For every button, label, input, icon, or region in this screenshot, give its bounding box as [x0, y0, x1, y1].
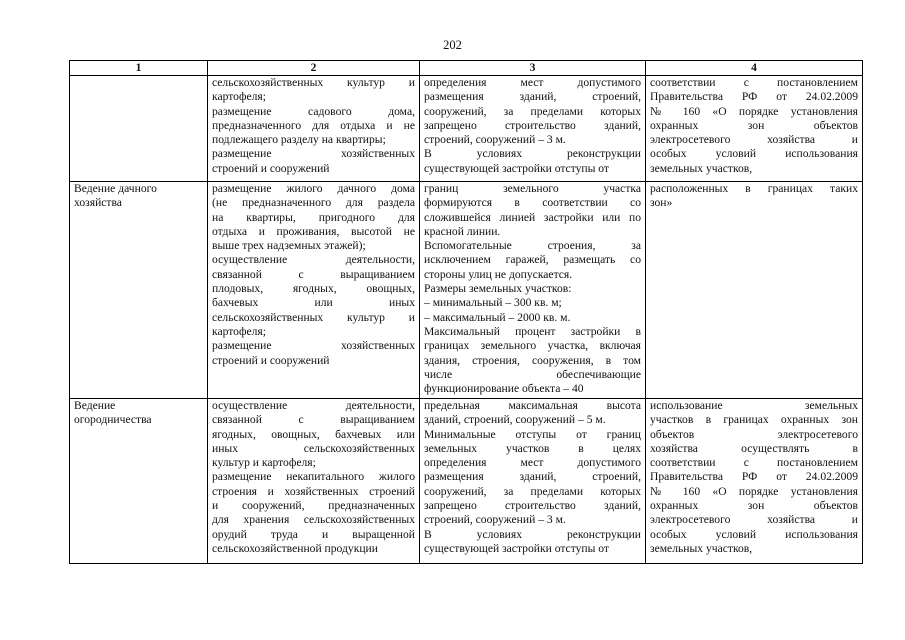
- header-row: [70, 61, 863, 76]
- cell-text-line: границ земельного участка: [424, 182, 641, 195]
- table-row: [70, 76, 863, 182]
- parameters-cell: [420, 76, 646, 182]
- cell-text-line: плодовых, ягодных, овощных,: [212, 282, 415, 296]
- cell-text-line: числе обеспечивающие: [424, 367, 641, 381]
- cell-text-line: электросетевого хозяйства и: [650, 133, 858, 147]
- cell-text-line: бахчевых или иных: [212, 296, 415, 310]
- cell-text-line: для хранения сельскохозяйственных: [212, 513, 415, 527]
- cell-text-line: размещения зданий, строений,: [424, 90, 641, 104]
- permitted-use-cell: [208, 399, 420, 564]
- use-type-cell: [70, 182, 208, 399]
- cell-text-line: № 160 «О порядке установления: [650, 484, 858, 498]
- cell-text-line: предельная максимальная высота: [424, 399, 641, 412]
- cell-text-line: подлежащего разделу на квартиры;: [212, 133, 386, 147]
- cell-text-line: В условиях реконструкции: [424, 147, 641, 161]
- header-col-2: 2: [208, 61, 420, 76]
- cell-text-line: границах земельного участка, включая: [424, 339, 641, 353]
- cell-text-line: сельскохозяйственных культур и: [212, 76, 415, 89]
- cell-text-line: здания, строения, сооружения, в том: [424, 353, 641, 367]
- cell-text-line: стороны улиц не допускается.: [424, 267, 573, 281]
- header-col-1: 1: [70, 61, 208, 76]
- cell-text-line: на квартиры, пригодного для: [212, 210, 415, 224]
- cell-text-line: строений и сооружений: [212, 161, 330, 175]
- cell-text-line: охранных зон объектов: [650, 118, 858, 132]
- cell-text-line: Вспомогательные строения, за: [424, 239, 641, 253]
- cell-text-line: земельных участков,: [650, 541, 753, 555]
- cell-text-line: сложившейся линией застройки или по: [424, 210, 641, 224]
- cell-text-line: объектов электросетевого: [650, 427, 858, 441]
- cell-text-line: сооружений, за пределами которых: [424, 104, 641, 118]
- cell-text-line: № 160 «О порядке установления: [650, 104, 858, 118]
- cell-text-line: особых условий использования: [650, 527, 858, 541]
- cell-text-line: – максимальный – 2000 кв. м.: [424, 310, 571, 324]
- cell-text-line: электросетевого хозяйства и: [650, 513, 858, 527]
- cell-text-line: использование земельных: [650, 399, 858, 412]
- cell-text-line: хозяйства осуществлять в: [650, 441, 858, 455]
- page-number: 202: [443, 38, 462, 52]
- cell-text-line: Минимальные отступы от границ: [424, 427, 641, 441]
- cell-text-line: расположенных в границах таких: [650, 182, 858, 195]
- cell-text-line: связанной с выращиванием: [212, 267, 415, 281]
- cell-text-line: иных сельскохозяйственных: [212, 441, 415, 455]
- cell-text-line: зданий, строений, сооружений – 5 м.: [424, 413, 606, 427]
- cell-text-line: связанной с выращиванием: [212, 413, 415, 427]
- cell-text-line: размещение садового дома,: [212, 104, 415, 118]
- cell-text-line: Ведение: [74, 399, 116, 412]
- cell-text-line: Размеры земельных участков:: [424, 282, 572, 296]
- cell-text-line: выше трех надземных этажей);: [212, 239, 366, 253]
- cell-text-line: охранных зон объектов: [650, 499, 858, 513]
- cell-text-line: размещение хозяйственных: [212, 147, 415, 161]
- parameters-cell: [420, 399, 646, 564]
- cell-text-line: – минимальный – 300 кв. м;: [424, 296, 562, 310]
- cell-text-line: существующей застройки отступы от: [424, 161, 610, 175]
- cell-text-line: зон»: [650, 196, 673, 210]
- cell-text-line: огородничества: [74, 413, 152, 427]
- cell-text-line: и сооружений, предназначенных: [212, 499, 415, 513]
- cell-text-line: соответствии с постановлением: [650, 76, 858, 89]
- cell-text-line: размещение жилого дачного дома: [212, 182, 415, 195]
- cell-text-line: ягодных, овощных, бахчевых или: [212, 427, 415, 441]
- cell-text-line: сельскохозяйственной продукции: [212, 541, 378, 555]
- permitted-use-cell: [208, 182, 420, 399]
- cell-text-line: функционирование объекта – 40: [424, 382, 584, 396]
- restrictions-cell: [646, 182, 863, 399]
- restrictions-cell: [646, 399, 863, 564]
- cell-text-line: предназначенного для отдыха и не: [212, 118, 415, 132]
- permitted-use-cell: [208, 76, 420, 182]
- cell-text-line: Максимальный процент застройки в: [424, 324, 641, 338]
- cell-text-line: Правительства РФ от 24.02.2009: [650, 90, 858, 104]
- cell-text-line: особых условий использования: [650, 147, 858, 161]
- cell-text-line: сельскохозяйственных культур и: [212, 310, 415, 324]
- cell-text-line: орудий труда и выращенной: [212, 527, 415, 541]
- cell-text-line: строений, сооружений – 3 м.: [424, 133, 566, 147]
- cell-text-line: картофеля;: [212, 324, 266, 338]
- cell-text-line: красной линии.: [424, 224, 501, 238]
- cell-text-line: строений, сооружений – 3 м.: [424, 513, 566, 527]
- cell-text-line: осуществление деятельности,: [212, 399, 415, 412]
- cell-text-line: культур и картофеля;: [212, 456, 316, 470]
- cell-text-line: размещение некапитального жилого: [212, 470, 415, 484]
- cell-text-line: строения и хозяйственных строений: [212, 484, 415, 498]
- cell-text-line: определения мест допустимого: [424, 76, 641, 89]
- restrictions-cell: [646, 76, 863, 182]
- header-col-4: 4: [646, 61, 863, 76]
- cell-text-line: размещение хозяйственных: [212, 339, 415, 353]
- use-type-cell: [70, 76, 208, 182]
- cell-text-line: (не предназначенного для раздела: [212, 196, 415, 210]
- cell-text-line: Правительства РФ от 24.02.2009: [650, 470, 858, 484]
- cell-text-line: осуществление деятельности,: [212, 253, 415, 267]
- cell-text-line: В условиях реконструкции: [424, 527, 641, 541]
- parameters-cell: [420, 182, 646, 399]
- cell-text-line: формируются в соответствии со: [424, 196, 641, 210]
- cell-text-line: строений и сооружений: [212, 353, 330, 367]
- cell-text-line: запрещено строительство зданий,: [424, 118, 641, 132]
- cell-text-line: картофеля;: [212, 90, 266, 104]
- cell-text-line: участков в границах охранных зон: [650, 413, 858, 427]
- cell-text-line: исключением гаражей, размещать со: [424, 253, 641, 267]
- cell-text-line: хозяйства: [74, 196, 122, 210]
- zoning-table: [69, 60, 863, 564]
- table-row: [70, 182, 863, 399]
- cell-text-line: определения мест допустимого: [424, 456, 641, 470]
- use-type-cell: [70, 399, 208, 564]
- header-col-3: 3: [420, 61, 646, 76]
- cell-text-line: земельных участков в целях: [424, 441, 641, 455]
- cell-text-line: соответствии с постановлением: [650, 456, 858, 470]
- cell-text-line: сооружений, за пределами которых: [424, 484, 641, 498]
- cell-text-line: существующей застройки отступы от: [424, 541, 610, 555]
- cell-text-line: размещения зданий, строений,: [424, 470, 641, 484]
- cell-text-line: земельных участков,: [650, 161, 753, 175]
- table-row: [70, 399, 863, 564]
- cell-text-line: запрещено строительство зданий,: [424, 499, 641, 513]
- cell-text-line: Ведение дачного: [74, 182, 157, 195]
- cell-text-line: отдыха и проживания, высотой не: [212, 224, 415, 238]
